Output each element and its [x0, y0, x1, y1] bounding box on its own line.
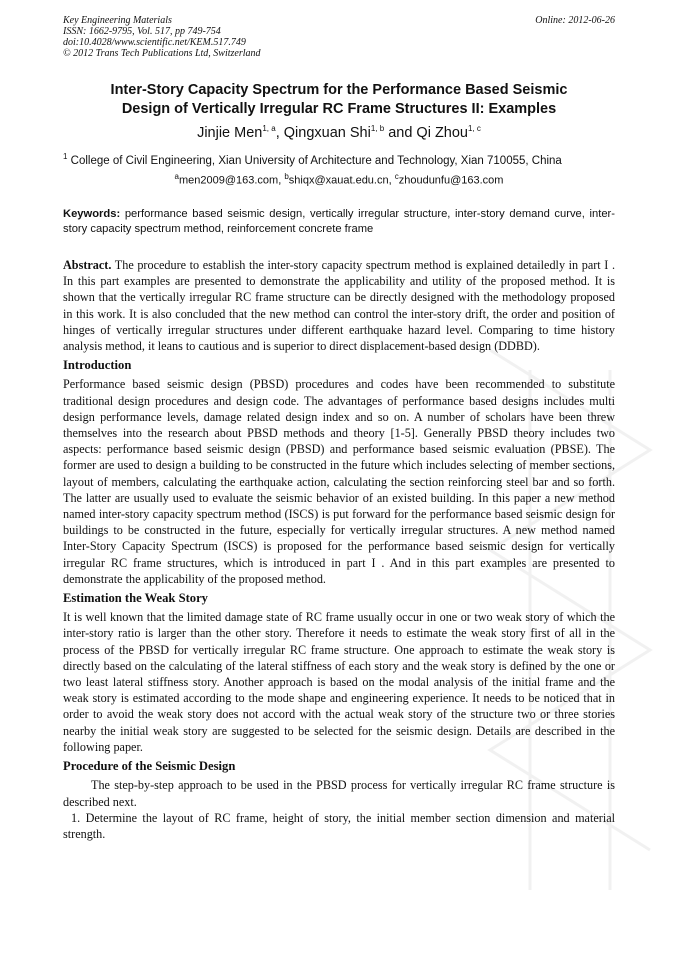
doi: doi:10.4028/www.scientific.net/KEM.517.749 [63, 37, 246, 48]
journal-header [63, 15, 615, 59]
abstract-text: The procedure to establish the inter-story capacity spectrum method is explained detailedly in part I . In this part examples are presented to demonstrate the applicability and utility of the proposed method. It is shown that the vertically irregular RC frame structure can be directly designed with the methodology proposed in this work. It is also concluded that the new method can control the inter-story drift, the order and position of hinges of vertically irregular structures under different earthquake hazard level. Comparing to time history analysis method, it leans to cautious and is superior to direct displacement-based design (DDBD). [63, 258, 615, 354]
author-1: Jinjie Men [197, 124, 263, 141]
introduction-text: Performance based seismic design (PBSD) procedures and codes have been recommended to substitute traditional design procedures and design code. The advantages of performance based designs includes multi design performance levels, damage related design index and so on. A number of scholars have been threw themselves into the research about PBSD methods and theory [1-5]. Generally PBSD theory includes two aspects: performance based seismic design (PBSD) and performance based seismic evaluation (PBSE). The former are used to design a building to be constructed in the future which includes selecting of member sections, layout of members, calculating the earthquake action, calculating the section reinforcing steel bar and so forth. The latter are usually used to evaluate the seismic behavior of an existed building. In this paper a new method named inter-story capacity spectrum method (ISCS) is put forward for the performance based seismic design for buildings to be constructed in the future, especially for vertically irregular structures. A new method named Inter-Story Capacity Spectrum (ISCS) is proposed for the performance based seismic design for vertically irregular RC frame structures, which is introduced in part I . And in this part examples are presented to demonstrate the applicability of the proposed method. [63, 377, 615, 586]
introduction-heading: Introduction [63, 358, 132, 373]
affiliation-text: College of Civil Engineering, Xian University of Architecture and Technology, Xian 710055, China [70, 154, 562, 167]
abstract [63, 257, 615, 354]
author-2-sup: 1, b [370, 124, 385, 133]
copyright: © 2012 Trans Tech Publications Ltd, Switzerland [63, 48, 261, 59]
online-date: Online: 2012-06-26 [535, 15, 615, 26]
journal-name: Key Engineering Materials [63, 15, 172, 26]
keywords [63, 207, 615, 237]
affiliation-sup: 1 [63, 152, 68, 161]
title-line-1: Inter-Story Capacity Spectrum for the Performance Based Seismic [110, 82, 568, 98]
affiliation [63, 152, 615, 167]
authors [40, 124, 638, 141]
procedure-step-1: 1. Determine the layout of RC frame, height of story, the initial member section dimension and material strength. [63, 810, 615, 841]
procedure-text: The step-by-step approach to be used in the PBSD process for vertically irregular RC frame structure is described next. [63, 778, 615, 809]
keywords-text: performance based seismic design, vertically irregular structure, inter-story demand curve, inter-story capacity spectrum method, reinforcement concrete frame [63, 208, 615, 235]
author-2: , Qingxuan Shi [275, 124, 371, 141]
author-3: and Qi Zhou [384, 124, 468, 141]
title-line-2: Design of Vertically Irregular RC Frame Structures II: Examples [121, 101, 557, 117]
abstract-label: Abstract. [63, 258, 112, 272]
weak-story-text: It is well known that the limited damage state of RC frame usually occur in one or two weak story of which the inter-story ratio is larger than the other story. Therefore it needs to estimate the weak story first of all in the process of the PBSD for vertically irregular RC frame structure. One approach to estimate the weak story is directly based on the calculating of the lateral stiffness of each story and the weak story is defined by the one or two least lateral stiffness story. Another approach is based on the modal analysis of the initial frame and the weak story is estimated according to the mode shape and engineering experience. It needs to be noticed that in order to avoid the weak story does not accord with the actual weak story of the structure two or three stories nearby the initial weak story are suggested to be selected for the seismic design. Details are described in the following paper. [63, 610, 615, 754]
paper-title [40, 81, 638, 119]
emails [40, 172, 638, 187]
email-c: zhoudunfu@163.com [398, 174, 504, 187]
email-a: men2009@163.com, [178, 174, 285, 187]
email-c-sup: c [394, 172, 399, 181]
author-1-sup: 1, a [262, 124, 276, 133]
procedure-heading: Procedure of the Seismic Design [63, 759, 236, 774]
paper-body [63, 257, 615, 842]
email-b: shiqx@xauat.edu.cn, [288, 174, 395, 187]
email-b-sup: b [284, 172, 289, 181]
author-3-sup: 1, c [468, 124, 481, 133]
keywords-label: Keywords: [63, 208, 121, 220]
weak-story-heading: Estimation the Weak Story [63, 591, 208, 606]
issn: ISSN: 1662-9795, Vol. 517, pp 749-754 [63, 26, 221, 37]
email-a-sup: a [174, 172, 179, 181]
